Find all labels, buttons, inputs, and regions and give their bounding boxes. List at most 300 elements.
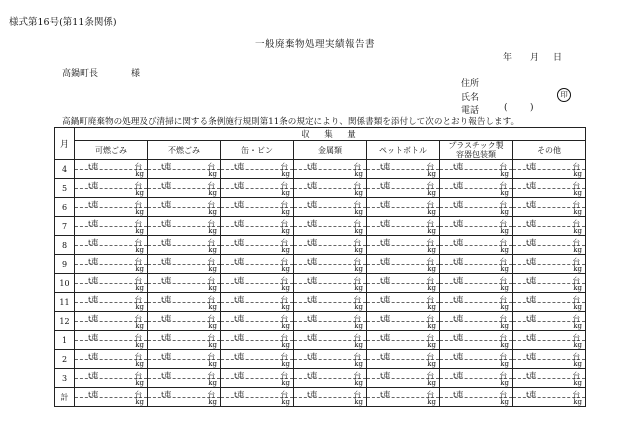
truck-unit-label: t車 bbox=[234, 352, 245, 361]
count-unit-label: 台 bbox=[207, 295, 215, 304]
quantity-cell[interactable] bbox=[75, 388, 148, 407]
weight-unit-label: kg bbox=[281, 303, 290, 311]
quantity-cell[interactable] bbox=[75, 274, 148, 293]
count-unit-label: 台 bbox=[134, 295, 142, 304]
weight-unit-label: kg bbox=[208, 170, 217, 178]
quantity-cell[interactable] bbox=[148, 236, 221, 255]
month-label: 計 bbox=[55, 388, 75, 407]
weight-unit-label: kg bbox=[500, 341, 509, 349]
quantity-cell[interactable] bbox=[294, 350, 367, 369]
quantity-cell[interactable] bbox=[513, 236, 586, 255]
quantity-cell[interactable] bbox=[367, 369, 440, 388]
weight-unit-label: kg bbox=[573, 322, 582, 330]
truck-unit-label: t車 bbox=[453, 333, 464, 342]
count-unit-label: 台 bbox=[499, 200, 507, 209]
truck-unit-label: t車 bbox=[307, 314, 318, 323]
quantity-cell[interactable] bbox=[440, 312, 513, 331]
table-row bbox=[55, 331, 586, 350]
weight-unit-label: kg bbox=[281, 265, 290, 273]
count-unit-label: 台 bbox=[207, 238, 215, 247]
quantity-cell[interactable] bbox=[148, 255, 221, 274]
truck-unit-label: t車 bbox=[161, 390, 172, 399]
weight-unit-label: kg bbox=[135, 360, 144, 368]
quantity-cell[interactable] bbox=[148, 388, 221, 407]
quantity-cell[interactable] bbox=[75, 255, 148, 274]
weight-unit-label: kg bbox=[427, 322, 436, 330]
truck-unit-label: t車 bbox=[88, 352, 99, 361]
date-month-label: 月 bbox=[530, 53, 540, 63]
truck-unit-label: t車 bbox=[526, 238, 537, 247]
quantity-cell[interactable] bbox=[221, 293, 294, 312]
weight-unit-label: kg bbox=[281, 246, 290, 254]
table-row bbox=[55, 179, 586, 198]
weight-unit-label: kg bbox=[354, 189, 363, 197]
weight-unit-label: kg bbox=[208, 208, 217, 216]
truck-unit-label: t車 bbox=[526, 181, 537, 190]
count-unit-label: 台 bbox=[280, 200, 288, 209]
weight-unit-label: kg bbox=[427, 265, 436, 273]
weight-unit-label: kg bbox=[354, 284, 363, 292]
count-unit-label: 台 bbox=[280, 162, 288, 171]
weight-unit-label: kg bbox=[354, 246, 363, 254]
truck-unit-label: t車 bbox=[380, 181, 391, 190]
quantity-cell[interactable] bbox=[221, 312, 294, 331]
count-unit-label: 台 bbox=[134, 371, 142, 380]
weight-unit-label: kg bbox=[135, 322, 144, 330]
weight-unit-label: kg bbox=[135, 284, 144, 292]
weight-unit-label: kg bbox=[281, 360, 290, 368]
weight-unit-label: kg bbox=[281, 170, 290, 178]
count-unit-label: 台 bbox=[572, 390, 580, 399]
quantity-cell[interactable] bbox=[75, 160, 148, 179]
weight-unit-label: kg bbox=[354, 208, 363, 216]
count-unit-label: 台 bbox=[134, 314, 142, 323]
quantity-cell[interactable] bbox=[367, 331, 440, 350]
weight-unit-label: kg bbox=[500, 170, 509, 178]
quantity-cell[interactable] bbox=[294, 274, 367, 293]
quantity-cell[interactable] bbox=[513, 293, 586, 312]
quantity-cell[interactable] bbox=[513, 179, 586, 198]
quantity-cell[interactable] bbox=[367, 179, 440, 198]
truck-unit-label: t車 bbox=[453, 352, 464, 361]
quantity-cell[interactable] bbox=[75, 369, 148, 388]
quantity-cell[interactable] bbox=[75, 293, 148, 312]
weight-unit-label: kg bbox=[281, 284, 290, 292]
weight-unit-label: kg bbox=[427, 341, 436, 349]
truck-unit-label: t車 bbox=[526, 219, 537, 228]
count-unit-label: 台 bbox=[280, 390, 288, 399]
count-unit-label: 台 bbox=[353, 219, 361, 228]
count-unit-label: 台 bbox=[426, 333, 434, 342]
count-unit-label: 台 bbox=[499, 295, 507, 304]
truck-unit-label: t車 bbox=[453, 238, 464, 247]
truck-unit-label: t車 bbox=[526, 276, 537, 285]
truck-unit-label: t車 bbox=[307, 352, 318, 361]
truck-unit-label: t車 bbox=[88, 314, 99, 323]
count-unit-label: 台 bbox=[499, 181, 507, 190]
truck-unit-label: t車 bbox=[380, 390, 391, 399]
truck-unit-label: t車 bbox=[307, 200, 318, 209]
form-number: 様式第16号(第11条関係) bbox=[9, 17, 117, 28]
weight-unit-label: kg bbox=[573, 189, 582, 197]
weight-unit-label: kg bbox=[281, 322, 290, 330]
count-unit-label: 台 bbox=[426, 276, 434, 285]
month-label: 6 bbox=[55, 198, 75, 217]
quantity-cell[interactable] bbox=[75, 217, 148, 236]
weight-unit-label: kg bbox=[281, 341, 290, 349]
count-unit-label: 台 bbox=[353, 238, 361, 247]
truck-unit-label: t車 bbox=[380, 333, 391, 342]
count-unit-label: 台 bbox=[353, 333, 361, 342]
truck-unit-label: t車 bbox=[234, 200, 245, 209]
count-unit-label: 台 bbox=[207, 371, 215, 380]
quantity-cell[interactable] bbox=[440, 255, 513, 274]
quantity-cell[interactable] bbox=[148, 217, 221, 236]
truck-unit-label: t車 bbox=[307, 181, 318, 190]
truck-unit-label: t車 bbox=[161, 314, 172, 323]
quantity-cell[interactable] bbox=[221, 369, 294, 388]
quantity-cell[interactable] bbox=[148, 369, 221, 388]
count-unit-label: 台 bbox=[134, 238, 142, 247]
quantity-cell[interactable] bbox=[75, 331, 148, 350]
count-unit-label: 台 bbox=[499, 257, 507, 266]
quantity-cell[interactable] bbox=[513, 350, 586, 369]
truck-unit-label: t車 bbox=[88, 371, 99, 380]
quantity-cell[interactable] bbox=[148, 350, 221, 369]
count-unit-label: 台 bbox=[426, 352, 434, 361]
count-unit-label: 台 bbox=[280, 314, 288, 323]
count-unit-label: 台 bbox=[280, 276, 288, 285]
quantity-cell[interactable] bbox=[440, 179, 513, 198]
month-column-header: 月 bbox=[55, 128, 75, 160]
quantity-cell[interactable] bbox=[440, 236, 513, 255]
count-unit-label: 台 bbox=[353, 371, 361, 380]
quantity-cell[interactable] bbox=[440, 331, 513, 350]
truck-unit-label: t車 bbox=[161, 257, 172, 266]
truck-unit-label: t車 bbox=[526, 257, 537, 266]
truck-unit-label: t車 bbox=[380, 200, 391, 209]
month-label: 3 bbox=[55, 369, 75, 388]
truck-unit-label: t車 bbox=[380, 295, 391, 304]
collection-volume-table bbox=[54, 127, 586, 407]
weight-unit-label: kg bbox=[135, 341, 144, 349]
truck-unit-label: t車 bbox=[453, 257, 464, 266]
quantity-cell[interactable] bbox=[513, 388, 586, 407]
quantity-cell[interactable] bbox=[75, 236, 148, 255]
quantity-cell[interactable] bbox=[221, 160, 294, 179]
quantity-cell[interactable] bbox=[440, 388, 513, 407]
quantity-cell[interactable] bbox=[367, 236, 440, 255]
quantity-cell[interactable] bbox=[294, 388, 367, 407]
quantity-cell[interactable] bbox=[221, 274, 294, 293]
truck-unit-label: t車 bbox=[307, 276, 318, 285]
table-row bbox=[55, 198, 586, 217]
quantity-cell[interactable] bbox=[367, 274, 440, 293]
count-unit-label: 台 bbox=[280, 295, 288, 304]
count-unit-label: 台 bbox=[353, 200, 361, 209]
weight-unit-label: kg bbox=[573, 341, 582, 349]
quantity-cell[interactable] bbox=[440, 293, 513, 312]
truck-unit-label: t車 bbox=[380, 257, 391, 266]
month-label: 8 bbox=[55, 236, 75, 255]
quantity-cell[interactable] bbox=[148, 331, 221, 350]
truck-unit-label: t車 bbox=[88, 390, 99, 399]
count-unit-label: 台 bbox=[499, 276, 507, 285]
quantity-cell[interactable] bbox=[513, 217, 586, 236]
weight-unit-label: kg bbox=[354, 227, 363, 235]
truck-unit-label: t車 bbox=[234, 371, 245, 380]
count-unit-label: 台 bbox=[426, 371, 434, 380]
name-label: 氏名 bbox=[461, 93, 480, 103]
weight-unit-label: kg bbox=[500, 227, 509, 235]
weight-unit-label: kg bbox=[573, 360, 582, 368]
truck-unit-label: t車 bbox=[526, 371, 537, 380]
count-unit-label: 台 bbox=[207, 352, 215, 361]
weight-unit-label: kg bbox=[135, 246, 144, 254]
count-unit-label: 台 bbox=[134, 333, 142, 342]
count-unit-label: 台 bbox=[353, 162, 361, 171]
truck-unit-label: t車 bbox=[526, 162, 537, 171]
quantity-cell[interactable] bbox=[221, 331, 294, 350]
truck-unit-label: t車 bbox=[234, 162, 245, 171]
truck-unit-label: t車 bbox=[161, 295, 172, 304]
weight-unit-label: kg bbox=[135, 189, 144, 197]
count-unit-label: 台 bbox=[499, 162, 507, 171]
weight-unit-label: kg bbox=[354, 265, 363, 273]
truck-unit-label: t車 bbox=[526, 390, 537, 399]
count-unit-label: 台 bbox=[280, 181, 288, 190]
weight-unit-label: kg bbox=[500, 246, 509, 254]
truck-unit-label: t車 bbox=[234, 219, 245, 228]
count-unit-label: 台 bbox=[353, 257, 361, 266]
quantity-cell[interactable] bbox=[513, 255, 586, 274]
count-unit-label: 台 bbox=[353, 390, 361, 399]
quantity-cell[interactable] bbox=[367, 293, 440, 312]
quantity-cell[interactable] bbox=[221, 217, 294, 236]
truck-unit-label: t車 bbox=[88, 238, 99, 247]
truck-unit-label: t車 bbox=[453, 219, 464, 228]
count-unit-label: 台 bbox=[572, 162, 580, 171]
truck-unit-label: t車 bbox=[234, 257, 245, 266]
count-unit-label: 台 bbox=[280, 257, 288, 266]
month-label: 9 bbox=[55, 255, 75, 274]
quantity-cell[interactable] bbox=[513, 160, 586, 179]
weight-unit-label: kg bbox=[573, 303, 582, 311]
count-unit-label: 台 bbox=[426, 200, 434, 209]
weight-unit-label: kg bbox=[427, 398, 436, 406]
quantity-cell[interactable] bbox=[294, 369, 367, 388]
weight-unit-label: kg bbox=[208, 379, 217, 387]
table-row bbox=[55, 293, 586, 312]
quantity-cell[interactable] bbox=[367, 217, 440, 236]
count-unit-label: 台 bbox=[353, 276, 361, 285]
weight-unit-label: kg bbox=[573, 379, 582, 387]
weight-unit-label: kg bbox=[354, 303, 363, 311]
count-unit-label: 台 bbox=[134, 352, 142, 361]
weight-unit-label: kg bbox=[208, 322, 217, 330]
truck-unit-label: t車 bbox=[161, 333, 172, 342]
truck-unit-label: t車 bbox=[453, 200, 464, 209]
quantity-cell[interactable] bbox=[221, 388, 294, 407]
quantity-cell[interactable] bbox=[294, 179, 367, 198]
quantity-cell[interactable] bbox=[440, 217, 513, 236]
quantity-cell[interactable] bbox=[367, 198, 440, 217]
quantity-cell[interactable] bbox=[294, 331, 367, 350]
count-unit-label: 台 bbox=[499, 390, 507, 399]
weight-unit-label: kg bbox=[500, 398, 509, 406]
weight-unit-label: kg bbox=[427, 379, 436, 387]
count-unit-label: 台 bbox=[134, 162, 142, 171]
count-unit-label: 台 bbox=[353, 181, 361, 190]
quantity-cell[interactable] bbox=[221, 236, 294, 255]
quantity-cell[interactable] bbox=[367, 255, 440, 274]
quantity-cell[interactable] bbox=[440, 198, 513, 217]
weight-unit-label: kg bbox=[427, 170, 436, 178]
count-unit-label: 台 bbox=[499, 314, 507, 323]
weight-unit-label: kg bbox=[427, 360, 436, 368]
truck-unit-label: t車 bbox=[88, 181, 99, 190]
quantity-cell[interactable] bbox=[440, 274, 513, 293]
weight-unit-label: kg bbox=[573, 398, 582, 406]
weight-unit-label: kg bbox=[573, 265, 582, 273]
quantity-cell[interactable] bbox=[294, 312, 367, 331]
category-header: 可燃ごみ bbox=[75, 141, 148, 160]
count-unit-label: 台 bbox=[280, 219, 288, 228]
weight-unit-label: kg bbox=[135, 265, 144, 273]
weight-unit-label: kg bbox=[427, 208, 436, 216]
count-unit-label: 台 bbox=[134, 219, 142, 228]
weight-unit-label: kg bbox=[135, 208, 144, 216]
table-row bbox=[55, 350, 586, 369]
quantity-cell[interactable] bbox=[75, 179, 148, 198]
addressee-name: 高鍋町長 bbox=[62, 69, 99, 79]
count-unit-label: 台 bbox=[207, 276, 215, 285]
truck-unit-label: t車 bbox=[453, 295, 464, 304]
quantity-cell[interactable] bbox=[148, 274, 221, 293]
quantity-cell[interactable] bbox=[367, 312, 440, 331]
quantity-cell[interactable] bbox=[513, 331, 586, 350]
quantity-cell[interactable] bbox=[148, 179, 221, 198]
quantity-cell[interactable] bbox=[367, 160, 440, 179]
quantity-cell[interactable] bbox=[75, 312, 148, 331]
quantity-cell[interactable] bbox=[75, 198, 148, 217]
count-unit-label: 台 bbox=[134, 276, 142, 285]
count-unit-label: 台 bbox=[207, 333, 215, 342]
weight-unit-label: kg bbox=[354, 322, 363, 330]
quantity-cell[interactable] bbox=[75, 350, 148, 369]
month-label: 7 bbox=[55, 217, 75, 236]
document-title: 一般廃棄物処理実績報告書 bbox=[254, 39, 375, 50]
quantity-cell[interactable] bbox=[148, 198, 221, 217]
quantity-cell[interactable] bbox=[148, 312, 221, 331]
quantity-cell[interactable] bbox=[294, 236, 367, 255]
truck-unit-label: t車 bbox=[234, 314, 245, 323]
truck-unit-label: t車 bbox=[307, 390, 318, 399]
count-unit-label: 台 bbox=[134, 200, 142, 209]
quantity-cell[interactable] bbox=[367, 388, 440, 407]
truck-unit-label: t車 bbox=[453, 314, 464, 323]
truck-unit-label: t車 bbox=[380, 276, 391, 285]
count-unit-label: 台 bbox=[207, 314, 215, 323]
collection-volume-header: 収 集 量 bbox=[75, 128, 586, 141]
truck-unit-label: t車 bbox=[161, 276, 172, 285]
quantity-cell[interactable] bbox=[294, 217, 367, 236]
weight-unit-label: kg bbox=[135, 398, 144, 406]
count-unit-label: 台 bbox=[499, 352, 507, 361]
weight-unit-label: kg bbox=[208, 227, 217, 235]
count-unit-label: 台 bbox=[426, 295, 434, 304]
count-unit-label: 台 bbox=[280, 371, 288, 380]
quantity-cell[interactable] bbox=[513, 198, 586, 217]
quantity-cell[interactable] bbox=[221, 255, 294, 274]
category-header: 不燃ごみ bbox=[148, 141, 221, 160]
quantity-cell[interactable] bbox=[440, 350, 513, 369]
quantity-cell[interactable] bbox=[221, 198, 294, 217]
count-unit-label: 台 bbox=[572, 200, 580, 209]
truck-unit-label: t車 bbox=[380, 238, 391, 247]
truck-unit-label: t車 bbox=[307, 219, 318, 228]
quantity-cell[interactable] bbox=[440, 369, 513, 388]
quantity-cell[interactable] bbox=[221, 179, 294, 198]
weight-unit-label: kg bbox=[208, 398, 217, 406]
quantity-cell[interactable] bbox=[513, 312, 586, 331]
weight-unit-label: kg bbox=[281, 189, 290, 197]
category-header: プラスチック製 容器包装類 bbox=[440, 141, 513, 160]
truck-unit-label: t車 bbox=[380, 352, 391, 361]
count-unit-label: 台 bbox=[572, 314, 580, 323]
truck-unit-label: t車 bbox=[453, 181, 464, 190]
table-row bbox=[55, 388, 586, 407]
count-unit-label: 台 bbox=[207, 257, 215, 266]
weight-unit-label: kg bbox=[573, 246, 582, 254]
date-year-label: 年 bbox=[503, 53, 513, 63]
count-unit-label: 台 bbox=[572, 371, 580, 380]
truck-unit-label: t車 bbox=[453, 390, 464, 399]
truck-unit-label: t車 bbox=[234, 295, 245, 304]
weight-unit-label: kg bbox=[500, 208, 509, 216]
truck-unit-label: t車 bbox=[234, 390, 245, 399]
date-day-label: 日 bbox=[553, 53, 563, 63]
quantity-cell[interactable] bbox=[294, 293, 367, 312]
quantity-cell[interactable] bbox=[367, 350, 440, 369]
truck-unit-label: t車 bbox=[380, 162, 391, 171]
truck-unit-label: t車 bbox=[88, 162, 99, 171]
weight-unit-label: kg bbox=[500, 379, 509, 387]
truck-unit-label: t車 bbox=[526, 314, 537, 323]
quantity-cell[interactable] bbox=[148, 293, 221, 312]
quantity-cell[interactable] bbox=[440, 160, 513, 179]
month-label: 4 bbox=[55, 160, 75, 179]
quantity-cell[interactable] bbox=[294, 198, 367, 217]
quantity-cell[interactable] bbox=[221, 350, 294, 369]
truck-unit-label: t車 bbox=[453, 162, 464, 171]
quantity-cell[interactable] bbox=[294, 160, 367, 179]
quantity-cell[interactable] bbox=[513, 369, 586, 388]
category-header: 金属類 bbox=[294, 141, 367, 160]
weight-unit-label: kg bbox=[573, 170, 582, 178]
quantity-cell[interactable] bbox=[148, 160, 221, 179]
quantity-cell[interactable] bbox=[513, 274, 586, 293]
truck-unit-label: t車 bbox=[234, 238, 245, 247]
truck-unit-label: t車 bbox=[526, 295, 537, 304]
count-unit-label: 台 bbox=[353, 352, 361, 361]
quantity-cell[interactable] bbox=[294, 255, 367, 274]
count-unit-label: 台 bbox=[353, 314, 361, 323]
count-unit-label: 台 bbox=[134, 257, 142, 266]
count-unit-label: 台 bbox=[426, 219, 434, 228]
weight-unit-label: kg bbox=[427, 246, 436, 254]
count-unit-label: 台 bbox=[207, 162, 215, 171]
